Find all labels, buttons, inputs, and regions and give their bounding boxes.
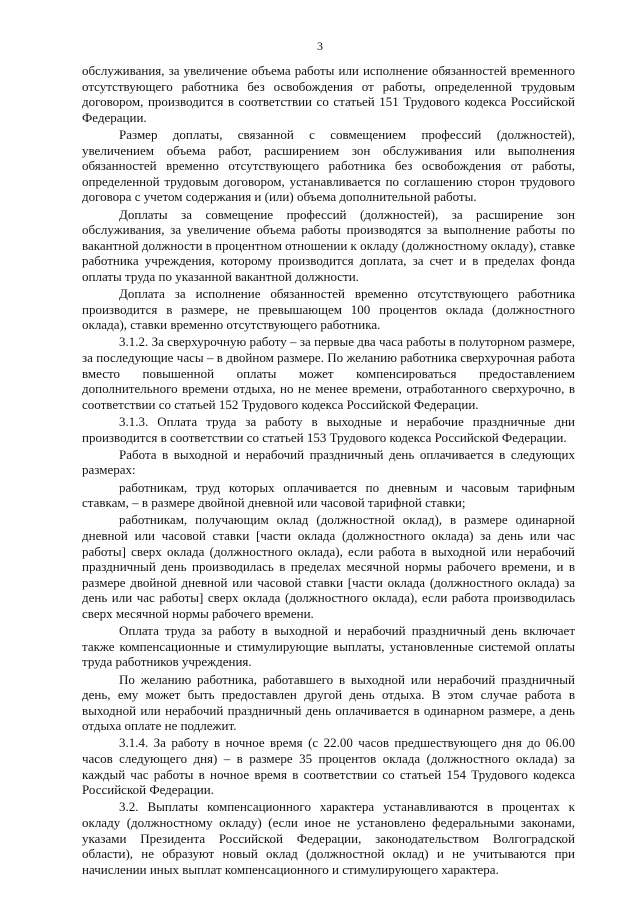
paragraph-weekend-rates-intro: Работа в выходной и нерабочий праздничный день оплачивается в следующих размерах:: [82, 446, 575, 478]
paragraph-surcharge-size: Размер доплаты, связанной с совмещением профессий (должностей), увеличением объема работ, расширением зон обслуживания или выполнения обязанностей временно отсутствующего работника без освобождения от работы, определенной трудовым договором, устанавливается по соглашению сторон трудового договора с учетом содержания и (или) объема дополнительной работы.: [82, 126, 575, 205]
paragraph-temporary-duties: Доплата за исполнение обязанностей временно отсутствующего работника производится в размере, не превышающем 100 процентов оклада (должностного оклада), ставки временно отсутствующего работника.: [82, 286, 575, 333]
paragraph-3-1-2-overtime: 3.1.2. За сверхурочную работу – за первые два часа работы в полуторном размере, за последующие часы – в двойном размере. По желанию работника сверхурочная работа вместо повышенной оплаты может компенсироваться предоставлением дополнительного времени отдыха, но не менее времени, отработанного сверхурочно, в соответствии со статьей 152 Трудового кодекса Российской Федерации.: [82, 334, 575, 412]
paragraph-weekend-payments-included: Оплата труда за работу в выходной и нерабочий праздничный день включает также компенсационные и стимулирующие выплаты, установленные системой оплаты труда работников учреждения.: [82, 623, 575, 670]
paragraph-3-1-3-weekend-pay: 3.1.3. Оплата труда за работу в выходные и нерабочие праздничные дни производится в соответствии со статьей 153 Трудового кодекса Российской Федерации.: [82, 414, 575, 445]
paragraph-salaried-workers: работникам, получающим оклад (должностной оклад), в размере одинарной дневной или часовой ставки [части оклада (должностного оклада) за день или час работы] сверх оклада (должностного оклада), если работа в выходной или нерабочий праздничный день производилась в пределах месячной нормы рабочего времени, и в размере двойной дневной или часовой ставки [части оклада (должностного оклада) за день или час работы] сверх оклада (должностного оклада), если работа производилась сверх месячной нормы рабочего времени.: [82, 512, 575, 621]
paragraph-tariff-workers: работникам, труд которых оплачивается по дневным и часовым тарифным ставкам, – в размере двойной дневной или часовой тарифной ставки;: [82, 479, 575, 511]
paragraph-3-2-compensation: 3.2. Выплаты компенсационного характера устанавливаются в процентах к окладу (должностному окладу) (если иное не установлено федеральными законами, указами Президента Российской Федерации, законодательством Волгоградской области), не образуют новый оклад (должностной оклад) и не учитываются при начислении иных выплат компенсационного и стимулирующего характера.: [82, 799, 575, 877]
paragraph-day-off-option: По желанию работника, работавшего в выходной или нерабочий праздничный день, ему может быть предоставлен другой день отдыха. В этом случае работа в выходной или нерабочий праздничный день оплачивается в одинарном размере, а день отдыха оплате не подлежит.: [82, 671, 575, 734]
document-body: [82, 63, 575, 879]
paragraph-3-1-4-night-work: 3.1.4. За работу в ночное время (с 22.00 часов предшествующего дня до 06.00 часов следующего дня) – в размере 35 процентов оклада (должностного оклада) за каждый час работы в ночное время в соответствии со статьей 154 Трудового кодекса Российской Федерации.: [82, 735, 575, 798]
paragraph-continuation: обслуживания, за увеличение объема работы или исполнение обязанностей временного отсутствующего работника без освобождения от работы, определенной трудовым договором, производится в соответствии со статьей 151 Трудового кодекса Российской Федерации.: [82, 63, 575, 125]
paragraph-surcharge-vacancy: Доплаты за совмещение профессий (должностей), за расширение зон обслуживания, за увеличение объема работы производятся за выполнение работы по вакантной должности в процентном отношении к окладу (должностному окладу), ставке работника учреждения, которому производится доплата, за счет и в пределах фонда оплаты труда по указанной вакантной должности.: [82, 206, 576, 284]
page-number: 3: [317, 39, 323, 53]
